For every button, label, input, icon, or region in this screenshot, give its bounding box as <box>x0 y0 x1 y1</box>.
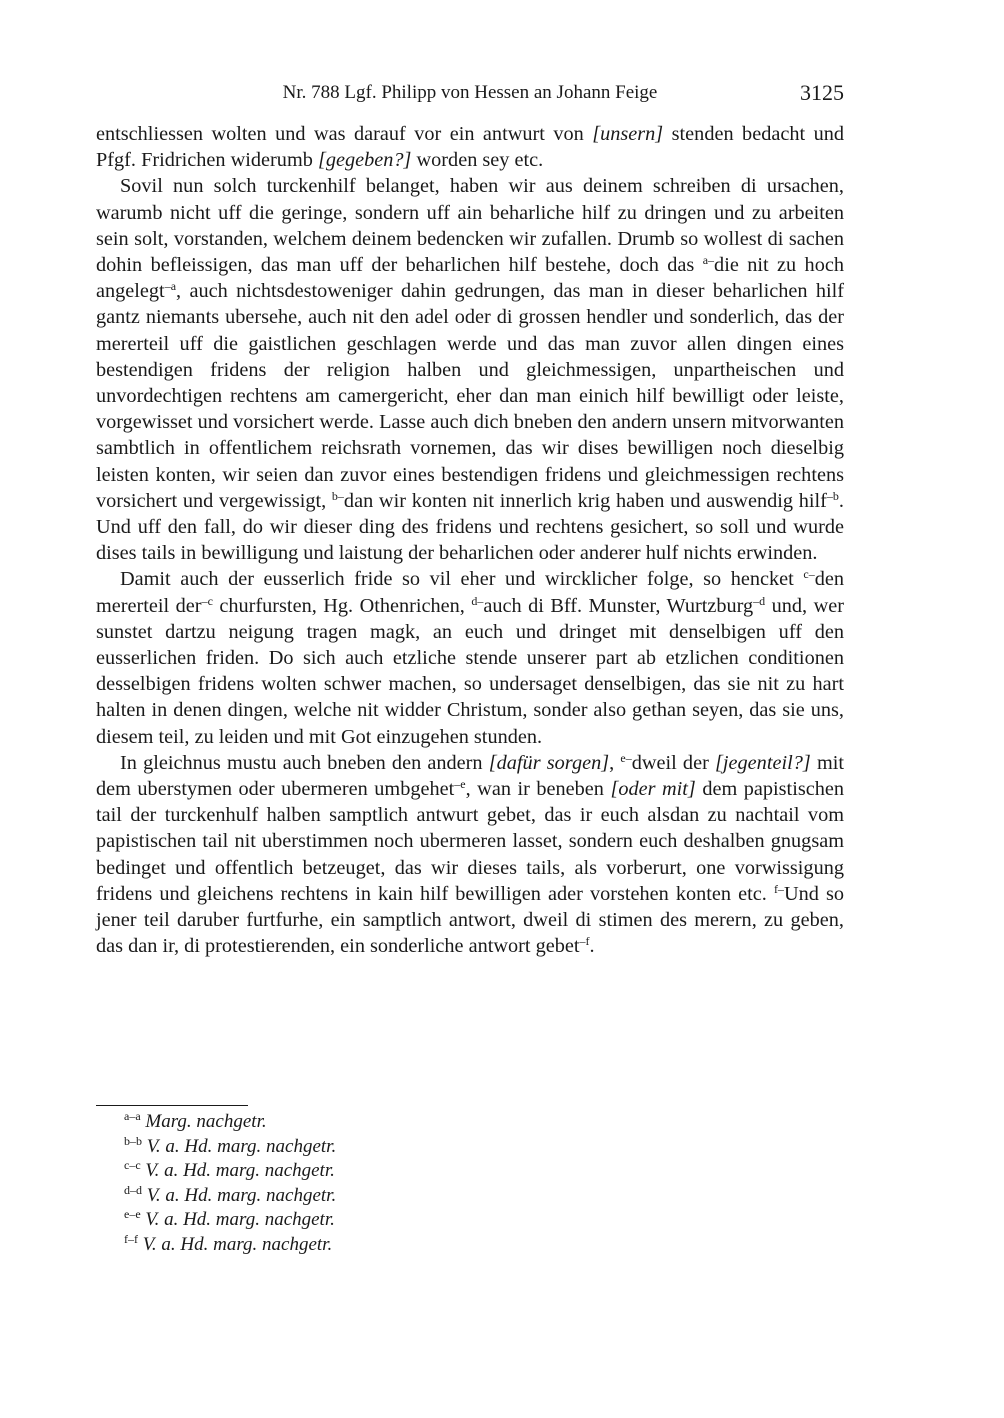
running-head <box>96 80 844 108</box>
text-run: Sovil nun solch turckenhilf belanget, haben wir aus deinem schreiben di ursachen, warumb nicht uff die geringe, sondern uff ain beharliche hilf zu dringen und zu arbeiten sein solt, vorstanden, welchem deinem bedencken wir zufallen. Drumb so wollest di sachen dohin befleissigen, das man uff der beharlichen hilf bestehe, doch das <box>96 175 844 277</box>
footnote-mark: b–b <box>124 1133 142 1148</box>
editorial-insertion: [jegenteil?] <box>715 751 811 774</box>
text-run: den mererteil der <box>96 568 844 617</box>
text-run: Und so jener teil daruber furtfurhe, ein samptlich antwort, dweil di stimen des merern, zu geben, das dan ir, di protestierenden, ein sonderliche antwort gebet <box>96 882 844 958</box>
footnote-text: V. a. Hd. marg. nachgetr. <box>145 1160 335 1181</box>
text-run: dan wir konten nit innerlich krig haben und auswendig hilf <box>343 489 827 512</box>
footnote-text: V. a. Hd. marg. nachgetr. <box>142 1233 333 1255</box>
footnote-mark: a–a <box>124 1109 141 1123</box>
collation-mark: c– <box>803 567 815 582</box>
editorial-insertion: [oder mit] <box>610 778 696 801</box>
collation-mark: –a <box>164 279 177 294</box>
collation-mark: –e <box>454 777 466 792</box>
text-run: und, wer sunstet dartzu neigung tragen magk, an euch und dringet mit denselbigen uff den eusserlichen friden. Do sich auch etzliche stende unserer part ab etzlichen conditionen desselbigen fridens wolten schwer machen, so undersaget denselbigen, das sie nit zu hart halten in denen dingen, welche nit widder Christum, sonder also gethan seyen, das sie uns, diesem teil, zu leiden und mit Got einzugehen stunden. <box>96 594 844 748</box>
footnote-rule <box>96 1105 248 1106</box>
footnote <box>96 1208 496 1233</box>
collation-mark: e– <box>620 750 632 765</box>
text-run: mit dem uberstymen oder ubermeren umbgehet <box>96 751 845 801</box>
collation-mark: –b <box>826 488 839 503</box>
footnote <box>96 1110 496 1135</box>
text-run: . <box>589 935 595 958</box>
footnote-mark: d–d <box>124 1182 142 1197</box>
text-run: worden sey etc. <box>411 149 544 172</box>
text-run: , <box>609 751 621 774</box>
editorial-insertion: [unsern] <box>592 123 664 145</box>
paragraph <box>96 121 844 173</box>
text-run: , auch nichtsdestoweniger dahin gedrungen, das man in dieser beharlichen hilf gantz niemants ubersehe, auch nit den adel oder di grossen hendler und sonderlich, das der mererteil uff die gaistlichen geschlagen werde und das man zuvor allen dingen eines bestendigen fridens der religion halben und gleichmessigen, unpartheischen und unvordechtigen rechtens am camergericht, eher dan man einich hilf bewilligt oder leiste, vorgewisset und vorsichert werde. Lasse auch dich bneben den andern unsern mitvorwanten sambtlich in offentlichem reichsrath vornemen, das wir dises bewilligen noch dieselbig leisten konten, wir seien dan zuvor eines bestendigen fridens und gleichmessigen rechtens vorsichert und vergewissigt, <box>96 280 844 512</box>
page-number: 3125 <box>800 80 844 105</box>
footnote-mark: c–c <box>124 1158 141 1172</box>
footnote-text: V. a. Hd. marg. nachgetr. <box>146 1135 337 1157</box>
text-run: stenden bedacht und Pfgf. Fridrichen widerumb <box>96 123 844 172</box>
footnote-mark: e–e <box>124 1207 141 1221</box>
collation-mark: b– <box>331 488 344 503</box>
collation-mark: –c <box>201 593 213 608</box>
text-run: churfursten, Hg. Othenrichen, <box>212 594 472 617</box>
collation-mark: d– <box>471 593 484 608</box>
body-text <box>96 121 844 960</box>
editorial-insertion: [dafür sorgen] <box>488 751 610 774</box>
paragraph <box>96 566 844 749</box>
footnote <box>96 1233 496 1258</box>
footnote-text: V. a. Hd. marg. nachgetr. <box>146 1184 337 1206</box>
footnote <box>96 1184 496 1209</box>
collation-mark: a– <box>702 253 715 268</box>
paragraph <box>96 750 844 960</box>
text-run: entschliessen wolten und was darauf vor ein antwurt von <box>96 123 593 145</box>
collation-mark: –d <box>753 593 766 608</box>
text-run: . Und uff den fall, do wir dieser ding des fridens und rechtens gesichert, so soll und wurde dises tails in bewilligung und laistung der beharlichen oder anderer hulf nichts erwinden. <box>96 489 844 565</box>
text-run: dem papistischen tail der turckenhulf halben samptlich antwurt gebet, das ir euch alsdan zu nachtail vom papistischen tail nit uberstimmen noch ubermeren lasset, sondern euch deshalben gnugsam bedinget und offentlich betzeuget, das wir dieses tails, als vorberurt, one vorwissigung fridens und gleichens rechtens in kain hilf bewilligen ader vorstehen konten etc. <box>96 778 845 905</box>
text-run: In gleichnus mustu auch bneben den andern <box>120 751 489 774</box>
text-run: , wan ir beneben <box>465 778 611 801</box>
collation-mark: f– <box>773 881 784 896</box>
paragraph <box>96 173 844 566</box>
running-title: Nr. 788 Lgf. Philipp von Hessen an Johann Feige <box>282 82 658 103</box>
footnote <box>96 1135 496 1160</box>
text-run: Damit auch der eusserlich fride so vil eher und wircklicher folge, so hencket <box>120 568 804 591</box>
footnote-mark: f–f <box>124 1231 138 1246</box>
footnote-text: Marg. nachgetr. <box>145 1111 267 1132</box>
footnotes <box>96 1110 496 1257</box>
text-run: die nit zu hoch angelegt <box>96 254 844 303</box>
collation-mark: –f <box>579 934 590 949</box>
text-run: auch di Bff. Munster, Wurtzburg <box>483 594 754 617</box>
editorial-insertion: [gegeben?] <box>317 149 412 172</box>
footnote-text: V. a. Hd. marg. nachgetr. <box>145 1209 335 1230</box>
footnote <box>96 1159 496 1184</box>
text-run: dweil der <box>631 751 716 774</box>
